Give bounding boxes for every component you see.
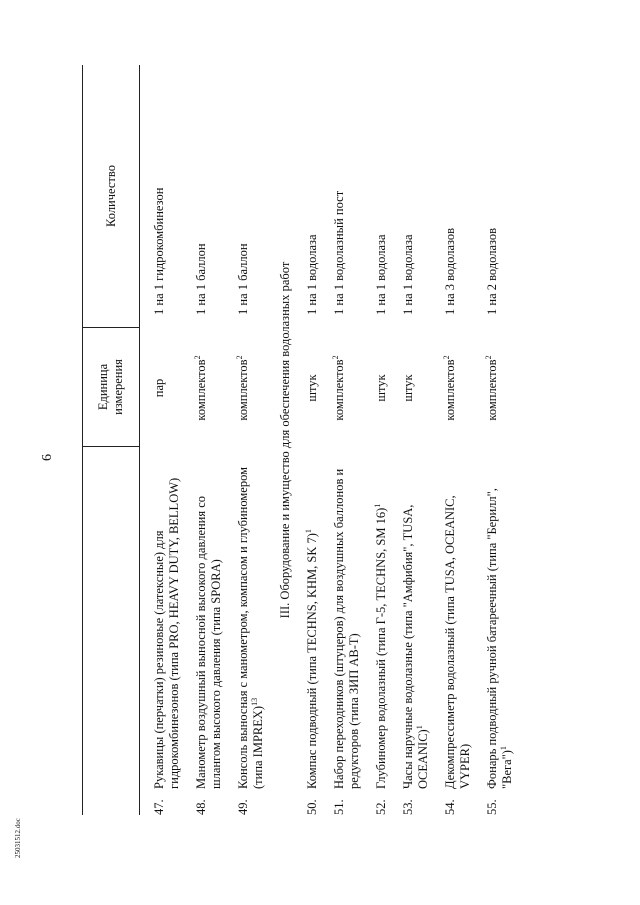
row-number-text: 53.	[401, 799, 415, 815]
row-number	[484, 789, 500, 815]
row-qty-text: 1 на 3 водолазов	[443, 227, 457, 315]
table-row	[331, 65, 362, 815]
row-name	[373, 447, 389, 789]
row-unit-footnote: 2	[330, 355, 340, 360]
row-qty	[193, 65, 209, 329]
row-unit-text: комплектов	[485, 359, 499, 421]
row-number	[442, 789, 458, 815]
row-number-text: 47.	[152, 799, 166, 815]
row-unit	[331, 329, 347, 447]
row-name-text: Глубиномер водолазный (типа Г-5, TECHNS, SM 16)	[374, 507, 388, 789]
row-name	[442, 447, 473, 789]
row-number-text: 54.	[443, 799, 457, 815]
row-number	[193, 789, 209, 815]
header-name-cell	[83, 447, 139, 789]
row-unit	[193, 329, 209, 447]
table-row	[400, 65, 431, 815]
row-unit-text: штук	[401, 374, 415, 402]
row-qty-text: 1 на 1 баллон	[236, 243, 250, 315]
rows-after	[304, 65, 515, 815]
table-row	[484, 65, 515, 815]
row-unit-text: штук	[374, 374, 388, 402]
row-name-footnote: 1	[303, 529, 313, 534]
row-qty	[373, 65, 389, 329]
row-number	[331, 789, 347, 815]
row-qty-text: 1 на 1 водолаза	[401, 234, 415, 315]
row-unit-footnote: 2	[234, 355, 244, 360]
row-qty	[442, 65, 458, 329]
row-name	[151, 447, 182, 789]
row-name-text: Манометр воздушный выносной высокого давления со шлангом высокого давления (типа SPORA)	[194, 495, 223, 789]
row-name-footnote: 1	[498, 746, 508, 751]
row-unit	[304, 329, 320, 447]
table-row	[442, 65, 473, 815]
row-unit	[484, 329, 500, 447]
header-unit-line1: Единица	[96, 363, 110, 411]
row-number	[304, 789, 320, 815]
doc-id: 25031512.doc	[14, 818, 22, 858]
row-qty	[235, 65, 251, 329]
row-unit-text: штук	[305, 374, 319, 402]
row-name-footnote: 1	[414, 725, 424, 730]
row-name-text: Часы наручные водолазные (типа "Амфибия", TUSA, OCEANIC)	[401, 504, 430, 789]
table-row	[304, 65, 320, 815]
row-number-text: 49.	[236, 799, 250, 815]
row-name	[193, 447, 224, 789]
row-name	[235, 447, 266, 789]
row-unit-text: комплектов	[443, 359, 457, 421]
row-qty-text: 1 на 2 водолазов	[485, 227, 499, 315]
row-name	[331, 447, 362, 789]
row-name-text: Консоль выносная с манометром, компасом и глубиномером (типа IMPREX)	[236, 466, 265, 789]
row-qty	[151, 65, 167, 329]
row-name	[304, 447, 320, 789]
row-name-footnote: 13	[249, 697, 259, 706]
row-number	[400, 789, 416, 815]
header-num-cell	[83, 789, 139, 815]
page-number: 6	[40, 454, 55, 461]
row-name-text: Фонарь подводный ручной батареечный (типа "Берилл", "Вега")	[485, 488, 514, 789]
row-number-text: 51.	[332, 799, 346, 815]
row-name-text: Набор переходников (штуцеров) для воздушных баллонов и редукторов (типа ЗИП АВ-Т)	[332, 468, 361, 789]
row-qty-text: 1 на 1 гидрокомбинезон	[152, 187, 166, 315]
row-qty-text: 1 на 1 баллон	[194, 243, 208, 315]
table-row	[235, 65, 266, 815]
row-number-text: 48.	[194, 799, 208, 815]
row-unit	[151, 329, 167, 447]
row-unit	[373, 329, 389, 447]
rows-before	[151, 65, 266, 815]
row-unit-text: комплектов	[332, 359, 346, 421]
row-qty-text: 1 на 1 водолаза	[374, 234, 388, 315]
row-unit-footnote: 2	[441, 355, 451, 360]
row-qty-text: 1 на 1 водолаза	[305, 234, 319, 315]
header-qty: Количество	[83, 65, 139, 328]
row-unit-text: комплектов	[194, 359, 208, 421]
row-qty	[400, 65, 416, 329]
table-row	[193, 65, 224, 815]
row-name-text: Декомпрессиметр водолазный (типа TUSA, OCEANIC, VYPER)	[443, 495, 472, 789]
row-qty-text: 1 на 1 водолазный пост	[332, 190, 346, 315]
row-name-text: Компас подводный (типа TECHNS, KHM, SK 7)	[305, 533, 319, 789]
row-unit	[400, 329, 416, 447]
row-name	[400, 447, 431, 789]
equipment-table	[82, 65, 515, 815]
header-unit	[83, 328, 139, 447]
row-name	[484, 447, 515, 789]
row-unit	[442, 329, 458, 447]
row-number	[373, 789, 389, 815]
table-row	[373, 65, 389, 815]
row-name-text: Рукавицы (перчатки) резиновые (латексные) для гидрокомбинезонов (типа PRO, HEAVY DUTY, BELLOW)	[152, 477, 181, 789]
row-number	[151, 789, 167, 815]
table-row	[151, 65, 182, 815]
row-number	[235, 789, 251, 815]
row-name-footnote: 1	[372, 503, 382, 508]
section-title: III. Оборудование и имущество для обеспечения водолазных работ	[278, 261, 292, 619]
row-unit	[235, 329, 251, 447]
row-unit-text: комплектов	[236, 359, 250, 421]
row-unit-text: пар	[152, 378, 166, 398]
row-number-text: 55.	[485, 799, 499, 815]
row-unit-footnote: 2	[483, 355, 493, 360]
row-unit-footnote: 2	[192, 355, 202, 360]
row-qty	[304, 65, 320, 329]
row-number-text: 50.	[305, 799, 319, 815]
row-qty	[484, 65, 500, 329]
row-number-text: 52.	[374, 799, 388, 815]
row-qty	[331, 65, 347, 329]
table-header	[82, 65, 140, 815]
header-unit-line2: измерения	[111, 359, 125, 415]
